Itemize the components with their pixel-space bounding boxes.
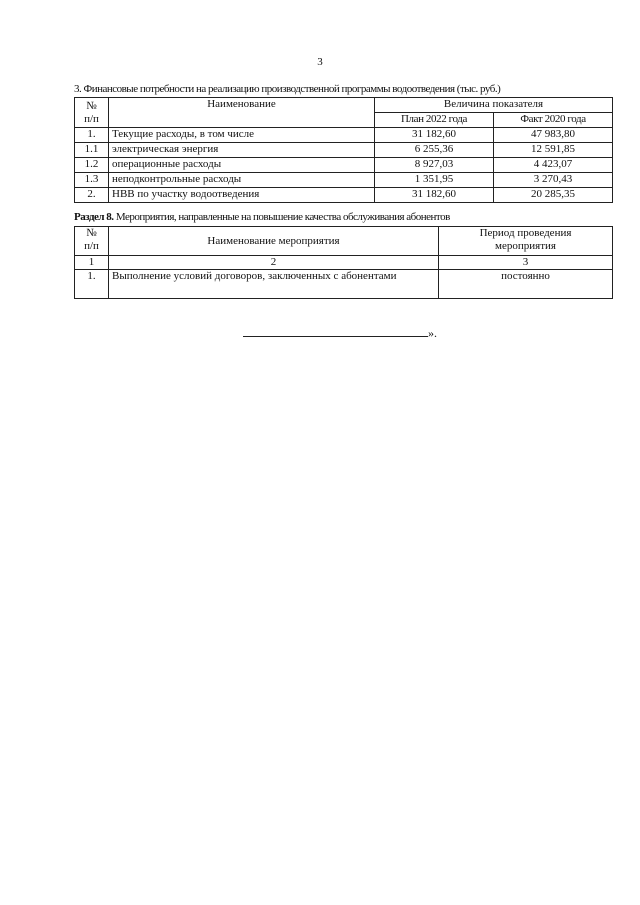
row-plan: 31 182,60 — [375, 128, 494, 143]
row-measure-name: Выполнение условий договоров, заключенных с абонентами — [109, 270, 439, 299]
row-name: электрическая энергия — [109, 143, 375, 158]
row-plan: 6 255,36 — [375, 143, 494, 158]
row-name: Текущие расходы, в том числе — [109, 128, 375, 143]
service-measures-table — [74, 226, 613, 299]
header-fact: Факт 2020 года — [494, 113, 613, 128]
table-header-row — [75, 227, 613, 256]
row-num: 2. — [75, 188, 109, 203]
row-name: операционные расходы — [109, 158, 375, 173]
row-plan: 1 351,95 — [375, 173, 494, 188]
index-cell-1: 1 — [75, 256, 109, 270]
row-num: 1. — [75, 128, 109, 143]
header-num: № п/п — [75, 227, 109, 256]
row-fact: 47 983,80 — [494, 128, 613, 143]
row-fact: 12 591,85 — [494, 143, 613, 158]
section-8-title — [74, 211, 450, 223]
row-fact: 3 270,43 — [494, 173, 613, 188]
page-number: 3 — [317, 56, 323, 68]
row-plan: 31 182,60 — [375, 188, 494, 203]
table-row — [75, 173, 613, 188]
row-period: постоянно — [439, 270, 613, 299]
financial-needs-table — [74, 97, 613, 203]
row-num: 1.2 — [75, 158, 109, 173]
blank-line — [243, 325, 428, 337]
table-index-row — [75, 256, 613, 270]
header-value: Величина показателя — [375, 98, 613, 113]
row-num: 1. — [75, 270, 109, 299]
closing-signature-line — [243, 325, 437, 341]
row-name: неподконтрольные расходы — [109, 173, 375, 188]
row-name: НВВ по участку водоотведения — [109, 188, 375, 203]
header-measure-name: Наименование мероприятия — [109, 227, 439, 256]
closing-quote: ». — [428, 326, 437, 340]
header-num: № п/п — [75, 98, 109, 128]
table-row — [75, 128, 613, 143]
header-name: Наименование — [109, 98, 375, 128]
row-fact: 20 285,35 — [494, 188, 613, 203]
section-8-title-rest: Мероприятия, направленные на повышение качества обслуживания абонентов — [113, 211, 450, 223]
table-row — [75, 158, 613, 173]
row-num: 1.3 — [75, 173, 109, 188]
table-header-row — [75, 98, 613, 113]
index-cell-3: 3 — [439, 256, 613, 270]
row-fact: 4 423,07 — [494, 158, 613, 173]
row-plan: 8 927,03 — [375, 158, 494, 173]
index-cell-2: 2 — [109, 256, 439, 270]
table-row — [75, 188, 613, 203]
row-num: 1.1 — [75, 143, 109, 158]
header-plan: План 2022 года — [375, 113, 494, 128]
table-row — [75, 143, 613, 158]
header-period: Период проведения мероприятия — [439, 227, 613, 256]
section-8-title-bold: Раздел 8. — [74, 211, 114, 223]
table-row — [75, 270, 613, 299]
section-3-title: 3. Финансовые потребности на реализацию производственной программы водоотведения (тыс. руб.) — [74, 83, 501, 95]
